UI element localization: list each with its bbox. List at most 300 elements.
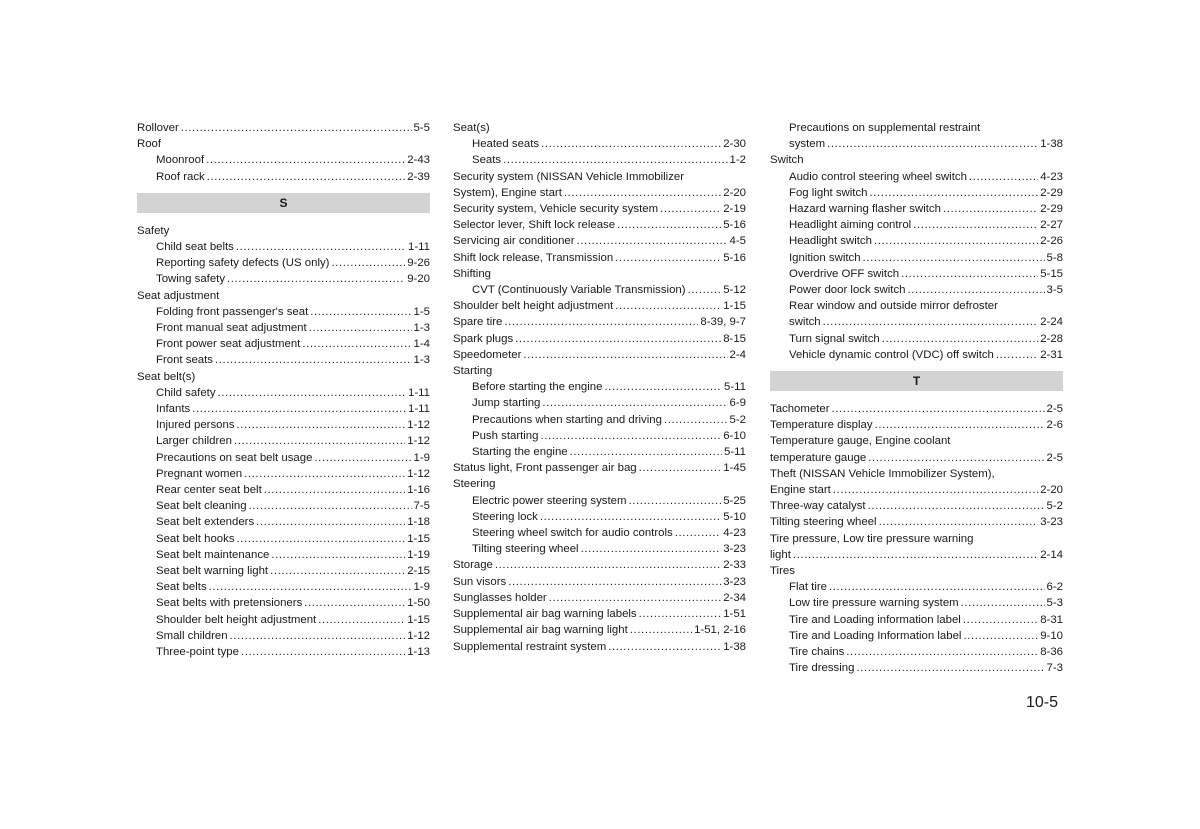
entry-text-first-line: Rear window and outside mirror defroster (789, 300, 998, 313)
page-reference: 5-3 (1046, 597, 1063, 610)
index-subentry (137, 320, 430, 336)
index-subentry (137, 612, 430, 628)
dot-leader (540, 428, 721, 444)
page-reference: 2-30 (723, 138, 746, 151)
index-subentry (137, 547, 430, 563)
entry-text: Tachometer (770, 403, 830, 416)
dot-leader (508, 574, 721, 590)
page-reference: 2-6 (1046, 419, 1063, 432)
entry-text-first-line: Tire pressure, Low tire pressure warning (770, 532, 974, 545)
index-entry (137, 288, 430, 304)
entry-text-first-line: Temperature gauge, Engine coolant (770, 435, 951, 448)
index-subentry (770, 266, 1063, 282)
page-reference: 2-33 (723, 559, 746, 572)
index-entry (770, 466, 1063, 498)
page-reference: 2-5 (1046, 451, 1063, 464)
section-header: T (770, 371, 1063, 391)
dot-leader (331, 255, 405, 271)
index-subentry (770, 217, 1063, 233)
dot-leader (639, 460, 722, 476)
index-entry (453, 622, 746, 638)
index-subentry (137, 169, 430, 185)
page-reference: 5-15 (1040, 267, 1063, 280)
entry-text: Rear center seat belt (156, 484, 262, 497)
page-reference: 1-15 (407, 613, 430, 626)
index-entry (453, 460, 746, 476)
entry-text: system (789, 138, 826, 151)
entry-text: Shoulder belt height adjustment (156, 613, 317, 626)
index-subentry (137, 336, 430, 352)
entry-text: Supplemental air bag warning labels (453, 608, 637, 621)
page-reference: 1-9 (413, 451, 430, 464)
entry-text: Seats (472, 154, 502, 167)
page-reference: 2-19 (723, 203, 746, 216)
entry-text: System), Engine start (453, 186, 562, 199)
index-subentry (137, 304, 430, 320)
page-reference: 1-3 (413, 322, 430, 335)
entry-text: Before starting the engine (472, 381, 603, 394)
dot-leader (304, 595, 405, 611)
entry-text-first-line: Theft (NISSAN Vehicle Immobilizer System), (770, 467, 995, 480)
index-entry (453, 233, 746, 249)
index-entry (137, 120, 430, 136)
index-entry (453, 217, 746, 233)
page-reference: 9-20 (407, 273, 430, 286)
entry-text: Status light, Front passenger air bag (453, 462, 637, 475)
entry-text: Infants (156, 403, 191, 416)
dot-leader (868, 450, 1044, 466)
index-subentry (137, 595, 430, 611)
entry-text-first-line: Precautions on supplemental restraint (789, 122, 981, 134)
entry-text: Roof rack (156, 170, 205, 183)
index-subentry (770, 660, 1063, 676)
entry-text: Supplemental restraint system (453, 640, 607, 653)
entry-text: Three-way catalyst (770, 500, 866, 513)
index-subentry (770, 233, 1063, 249)
index-subentry (137, 628, 430, 644)
dot-leader (639, 606, 722, 622)
index-entry (453, 590, 746, 606)
dot-leader (218, 385, 407, 401)
dot-leader (660, 201, 721, 217)
dot-leader (907, 282, 1044, 298)
index-entry (770, 417, 1063, 433)
dot-leader (564, 185, 721, 201)
page-reference: 1-9 (413, 581, 430, 594)
index-entry (453, 476, 746, 492)
entry-text: Steering lock (472, 510, 538, 523)
index-subentry (453, 509, 746, 525)
page-reference: 1-38 (723, 640, 746, 653)
index-entry (453, 639, 746, 655)
entry-text: Low tire pressure warning system (789, 597, 959, 610)
index-entry (770, 433, 1063, 465)
entry-text: Rollover (137, 122, 179, 134)
page-reference: 1-5 (413, 305, 430, 318)
dot-leader (630, 622, 692, 638)
index-subentry (137, 352, 430, 368)
dot-leader (577, 233, 728, 249)
page-reference: 4-23 (723, 527, 746, 540)
index-entry (453, 169, 746, 201)
page-reference: 7-3 (1046, 662, 1063, 675)
entry-text: Precautions when starting and driving (472, 413, 662, 426)
index-entry (453, 120, 746, 136)
page-reference: 1-2 (729, 154, 746, 167)
entry-text: Starting (453, 365, 493, 378)
index-subentry (137, 531, 430, 547)
entry-text: CVT (Continuously Variable Transmission) (472, 284, 686, 297)
entry-text: Audio control steering wheel switch (789, 170, 967, 183)
entry-text: Seat belt(s) (137, 370, 196, 383)
entry-text: Sun visors (453, 575, 507, 588)
index-entry (453, 557, 746, 573)
index-subentry (770, 595, 1063, 611)
page-reference: 2-43 (407, 154, 430, 167)
index-subentry (137, 417, 430, 433)
entry-text: Tire and Loading Information label (789, 629, 962, 642)
index-subentry (453, 282, 746, 298)
dot-leader (192, 401, 406, 417)
index-subentry (137, 433, 430, 449)
dot-leader (523, 347, 727, 363)
entry-text: Tire chains (789, 646, 845, 659)
entry-text: Front seats (156, 354, 213, 367)
index-subentry (137, 498, 430, 514)
dot-leader (664, 412, 728, 428)
page-reference: 9-26 (407, 257, 430, 270)
page-reference: 1-51, 2-16 (694, 624, 746, 637)
entry-text: Tire dressing (789, 662, 855, 675)
index-entry (770, 531, 1063, 563)
index-subentry (137, 255, 430, 271)
entry-text: switch (789, 316, 821, 329)
index-subentry (770, 169, 1063, 185)
dot-leader (913, 217, 1038, 233)
entry-text: Towing safety (156, 273, 226, 286)
page-reference: 1-38 (1040, 138, 1063, 151)
entry-text: Front power seat adjustment (156, 338, 301, 351)
dot-leader (271, 547, 405, 563)
dot-leader (206, 152, 405, 168)
dot-leader (688, 282, 722, 298)
page-reference: 1-12 (407, 467, 430, 480)
entry-text: Engine start (770, 484, 831, 497)
index-subentry (137, 514, 430, 530)
entry-text: Servicing air conditioner (453, 235, 575, 248)
page-reference: 3-23 (723, 575, 746, 588)
dot-leader (549, 590, 721, 606)
dot-leader (879, 514, 1039, 530)
index-subentry (453, 541, 746, 557)
dot-leader (961, 595, 1045, 611)
page-reference: 1-50 (407, 597, 430, 610)
section-header: S (137, 193, 430, 213)
index-subentry (770, 201, 1063, 217)
page-reference: 5-10 (723, 510, 746, 523)
dot-leader (503, 152, 727, 168)
dot-leader (882, 331, 1038, 347)
dot-leader (309, 320, 412, 336)
entry-text: Roof (137, 138, 162, 151)
entry-text: Reporting safety defects (US only) (156, 257, 330, 270)
index-subentry (770, 120, 1063, 152)
entry-text: Injured persons (156, 419, 235, 432)
index-entry (453, 574, 746, 590)
dot-leader (615, 298, 721, 314)
page-reference: 1-12 (407, 629, 430, 642)
dot-leader (227, 271, 405, 287)
page-reference: 1-18 (407, 516, 430, 529)
page-reference: 9-10 (1040, 629, 1063, 642)
page-reference: 1-19 (407, 548, 430, 561)
index-subentry (453, 428, 746, 444)
entry-text: Headlight aiming control (789, 219, 912, 232)
entry-text: Hazard warning flasher switch (789, 203, 941, 216)
index-entry (453, 266, 746, 282)
index-entry (770, 401, 1063, 417)
dot-leader (264, 482, 405, 498)
index-subentry (137, 239, 430, 255)
index-subentry (137, 450, 430, 466)
entry-text: Electric power steering system (472, 494, 627, 507)
dot-leader (237, 531, 406, 547)
entry-text: Pregnant women (156, 467, 243, 480)
entry-text: Headlight switch (789, 235, 872, 248)
page-reference: 2-39 (407, 170, 430, 183)
dot-leader (875, 417, 1045, 433)
index-entry (137, 136, 430, 152)
page-reference: 2-5 (1046, 403, 1063, 416)
page-reference: 1-12 (407, 419, 430, 432)
dot-leader (256, 514, 405, 530)
entry-text: Seat belts with pretensioners (156, 597, 303, 610)
entry-text: Sunglasses holder (453, 591, 547, 604)
entry-text: Overdrive OFF switch (789, 267, 900, 280)
page-reference: 5-16 (723, 251, 746, 264)
dot-leader (270, 563, 405, 579)
entry-text: Power door lock switch (789, 284, 906, 297)
entry-text: Shifting (453, 267, 491, 280)
page-reference: 2-31 (1040, 348, 1063, 361)
entry-text: temperature gauge (770, 451, 867, 464)
index-entry (453, 250, 746, 266)
page-reference: 8-39, 9-7 (700, 316, 746, 329)
entry-text: Seat belts (156, 581, 207, 594)
page-reference: 2-29 (1040, 186, 1063, 199)
dot-leader (181, 120, 412, 136)
dot-leader (833, 482, 1038, 498)
entry-text: Child safety (156, 386, 216, 399)
dot-leader (823, 314, 1039, 330)
dot-leader (310, 304, 411, 320)
page-reference: 1-11 (408, 386, 430, 399)
index-subentry (453, 379, 746, 395)
dot-leader (829, 579, 1045, 595)
entry-text: Three-point type (156, 646, 239, 659)
index-subentry (770, 250, 1063, 266)
entry-text: Shoulder belt height adjustment (453, 300, 614, 313)
index-subentry (453, 136, 746, 152)
index-subentry (770, 612, 1063, 628)
page-reference: 8-31 (1040, 613, 1063, 626)
page-reference: 7-5 (413, 500, 430, 513)
entry-text: Flat tire (789, 581, 827, 594)
index-subentry (137, 152, 430, 168)
page-reference: 5-8 (1046, 251, 1063, 264)
index-entry (453, 314, 746, 330)
dot-leader (249, 498, 412, 514)
dot-leader (504, 314, 698, 330)
entry-text: Temperature display (770, 419, 873, 432)
entry-text: Turn signal switch (789, 332, 880, 345)
page-reference: 2-29 (1040, 203, 1063, 216)
index-subentry (137, 271, 430, 287)
index-subentry (770, 331, 1063, 347)
entry-text: Storage (453, 559, 493, 572)
entry-text-first-line: Security system (NISSAN Vehicle Immobilizer (453, 170, 685, 183)
entry-text: Security system, Vehicle security system (453, 203, 659, 216)
index-entry (137, 369, 430, 385)
page-reference: 4-23 (1040, 170, 1063, 183)
page-reference: 5-11 (724, 446, 746, 459)
page-reference: 1-15 (723, 300, 746, 313)
dot-leader (318, 612, 405, 628)
entry-text: Push starting (472, 429, 539, 442)
page-reference: 1-4 (413, 338, 430, 351)
dot-leader (868, 498, 1045, 514)
page-reference: 2-15 (407, 565, 430, 578)
index-subentry (770, 628, 1063, 644)
page-reference: 2-20 (1040, 484, 1063, 497)
entry-text: Larger children (156, 435, 232, 448)
index-subentry (770, 579, 1063, 595)
dot-leader (827, 136, 1038, 152)
entry-text: Seat belt warning light (156, 565, 269, 578)
dot-leader (314, 450, 411, 466)
page-reference: 8-15 (723, 332, 746, 345)
entry-text: Spark plugs (453, 332, 514, 345)
entry-text: Child seat belts (156, 241, 234, 254)
dot-leader (675, 525, 721, 541)
index-subentry (137, 579, 430, 595)
dot-leader (793, 547, 1038, 563)
page-reference: 2-26 (1040, 235, 1063, 248)
index-subentry (453, 152, 746, 168)
dot-leader (541, 136, 721, 152)
index-subentry (770, 298, 1063, 330)
index-subentry (770, 347, 1063, 363)
entry-text: Vehicle dynamic control (VDC) off switch (789, 348, 994, 361)
dot-leader (628, 493, 721, 509)
entry-text: Fog light switch (789, 186, 868, 199)
entry-text: Selector lever, Shift lock release (453, 219, 616, 232)
page-reference: 5-11 (724, 381, 746, 394)
entry-text: light (770, 548, 791, 561)
dot-leader (234, 433, 405, 449)
dot-leader (302, 336, 411, 352)
page-reference: 5-2 (729, 413, 746, 426)
page-reference: 1-15 (407, 532, 430, 545)
index-entry (770, 498, 1063, 514)
index-subentry (770, 644, 1063, 660)
page-reference: 5-5 (413, 122, 430, 134)
entry-text: Steering (453, 478, 496, 491)
dot-leader (617, 217, 721, 233)
page-reference: 4-5 (729, 235, 746, 248)
page-reference: 6-9 (729, 397, 746, 410)
page-reference: 1-11 (408, 241, 430, 254)
entry-text: Spare tire (453, 316, 503, 329)
index-subentry (770, 282, 1063, 298)
dot-leader (215, 352, 412, 368)
page-reference: 1-13 (407, 646, 430, 659)
page-reference: 3-23 (1040, 516, 1063, 529)
index-subentry (137, 482, 430, 498)
entry-text: Shift lock release, Transmission (453, 251, 614, 264)
page-reference: 5-16 (723, 219, 746, 232)
index-column-2 (453, 120, 746, 655)
index-subentry (453, 412, 746, 428)
entry-text: Starting the engine (472, 446, 568, 459)
entry-text: Tilting steering wheel (770, 516, 877, 529)
page-reference: 2-4 (729, 348, 746, 361)
entry-text: Ignition switch (789, 251, 861, 264)
dot-leader (207, 169, 405, 185)
entry-text: Jump starting (472, 397, 541, 410)
entry-text: Safety (137, 224, 170, 237)
entry-text: Switch (770, 154, 804, 167)
entry-text: Front manual seat adjustment (156, 322, 307, 335)
dot-leader (615, 250, 721, 266)
entry-text: Small children (156, 629, 228, 642)
entry-text: Moonroof (156, 154, 205, 167)
entry-text: Speedometer (453, 348, 522, 361)
index-column-3 (770, 120, 1063, 677)
page-reference: 1-11 (408, 403, 430, 416)
index-entry (770, 152, 1063, 168)
page-reference: 5-25 (723, 494, 746, 507)
index-entry (137, 223, 430, 239)
page-number: 10-5 (1026, 694, 1059, 711)
entry-text: Supplemental air bag warning light (453, 624, 628, 637)
dot-leader (856, 660, 1044, 676)
entry-text: Tire and Loading information label (789, 613, 961, 626)
entry-text: Seat belt maintenance (156, 548, 270, 561)
dot-leader (241, 644, 405, 660)
dot-leader (969, 169, 1038, 185)
dot-leader (846, 644, 1038, 660)
page-reference: 2-20 (723, 186, 746, 199)
index-entry (770, 563, 1063, 579)
entry-text: Seat belt cleaning (156, 500, 247, 513)
page-reference: 1-3 (413, 354, 430, 367)
index-subentry (453, 395, 746, 411)
page-reference: 1-51 (723, 608, 746, 621)
entry-text: Seat(s) (453, 122, 490, 134)
page-reference: 3-5 (1046, 284, 1063, 297)
index-subentry (137, 385, 430, 401)
page-reference: 5-2 (1046, 500, 1063, 513)
dot-leader (515, 331, 721, 347)
entry-text: Tilting steering wheel (472, 543, 579, 556)
dot-leader (209, 579, 412, 595)
index-subentry (453, 525, 746, 541)
dot-leader (874, 233, 1038, 249)
index-subentry (453, 444, 746, 460)
dot-leader (570, 444, 722, 460)
entry-text: Folding front passenger's seat (156, 305, 309, 318)
